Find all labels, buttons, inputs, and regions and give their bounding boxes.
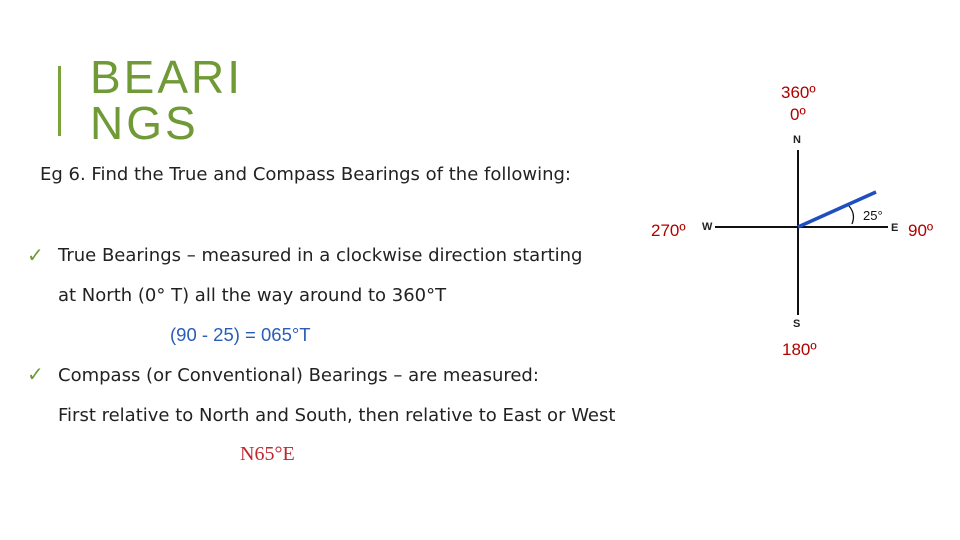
angle-25-label: 25° — [863, 208, 883, 223]
bullet-1-line-2: at North (0° T) all the way around to 360°T — [58, 285, 447, 306]
check-icon: ✓ — [27, 362, 44, 386]
answer-text: N65°E — [240, 443, 295, 465]
east-90-label: 90º — [908, 221, 934, 240]
west-270-label: 270º — [651, 221, 686, 240]
north-360-label: 360º — [781, 83, 816, 102]
south-letter: S — [793, 318, 801, 330]
bullet-2-line-1: Compass (or Conventional) Bearings – are measured: — [58, 365, 539, 386]
check-icon: ✓ — [27, 243, 44, 267]
north-0-label: 0º — [790, 105, 806, 124]
title-line-1: BEARI — [90, 51, 244, 103]
north-letter: N — [793, 134, 801, 146]
south-180-label: 180º — [782, 340, 817, 359]
title-line-2: NGS — [90, 97, 199, 149]
east-letter: E — [891, 222, 899, 234]
bullet-1-line-1: True Bearings – measured in a clockwise direction starting — [58, 245, 583, 266]
bullet-2-line-2: First relative to North and South, then relative to East or West — [58, 405, 616, 426]
angle-arc — [849, 206, 853, 224]
calculation-text: (90 - 25) = 065°T — [170, 324, 311, 345]
heading-text: Eg 6. Find the True and Compass Bearings of the following: — [40, 164, 571, 185]
west-letter: W — [702, 221, 713, 233]
